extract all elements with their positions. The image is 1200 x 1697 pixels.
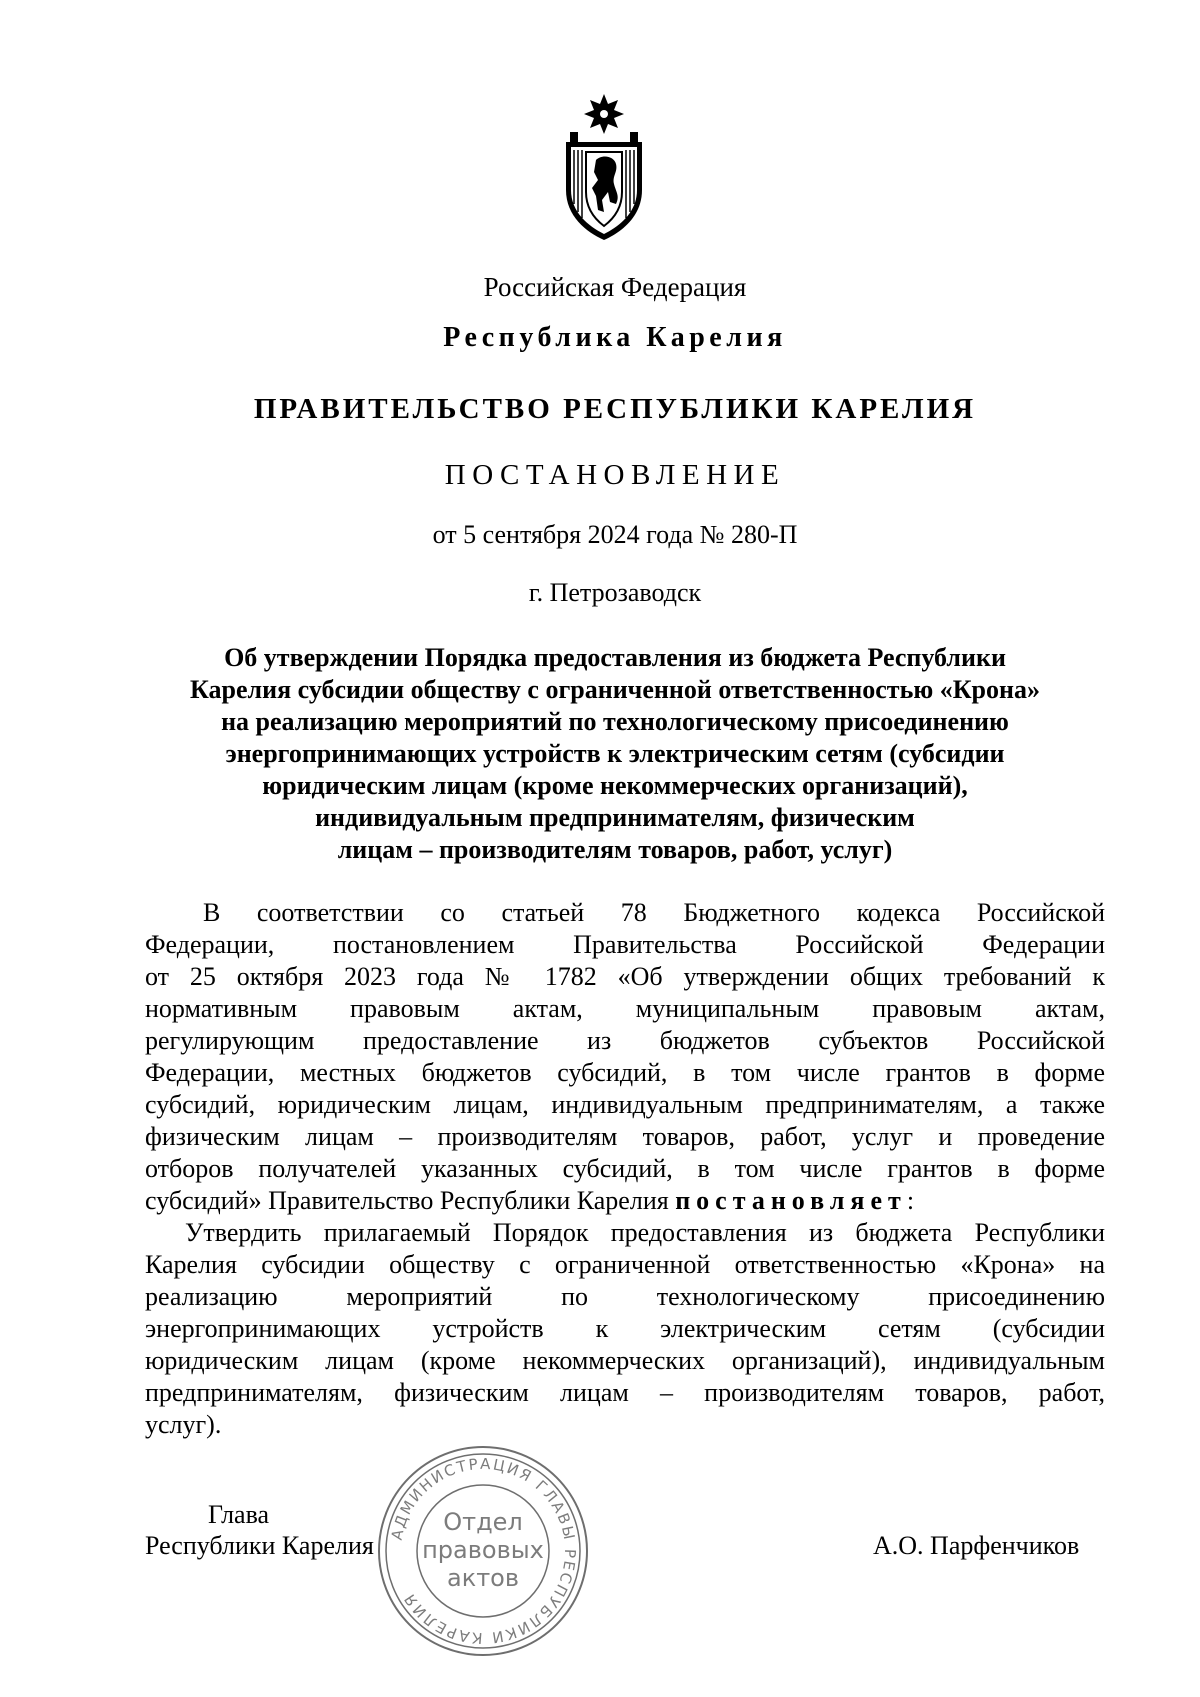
body-line: отборов получателей указанных субсидий, в том числе грантов в форме — [145, 1154, 1105, 1183]
resolve-suffix: : — [906, 1186, 915, 1215]
title-line: индивидуальным предпринимателям, физическим — [315, 803, 915, 832]
official-stamp — [374, 1442, 592, 1660]
stamp-line: правовых — [422, 1536, 544, 1564]
body-line: энергопринимающих устройств к электрическим сетям (субсидии — [145, 1314, 1105, 1343]
document-city: г. Петрозаводск — [528, 578, 702, 607]
stamp-line: актов — [446, 1564, 520, 1592]
body-line: Утвердить прилагаемый Порядок предоставления из бюджета Республики — [185, 1218, 1105, 1247]
signatory-name: А.О. Парфенчиков — [873, 1531, 1080, 1560]
title-line: лицам – производителям товаров, работ, услуг) — [337, 835, 893, 864]
body-line: юридическим лицам (кроме некоммерческих организаций), индивидуальным — [145, 1346, 1105, 1375]
body-line: В соответствии со статьей 78 Бюджетного кодекса Российской — [203, 898, 1105, 927]
republic-name: Республика Карелия — [443, 322, 787, 353]
body-line: предпринимателям, физическим лицам – производителям товаров, работ, — [145, 1378, 1105, 1407]
body-line: физическим лицам – производителям товаров, работ, услуг и проведение — [145, 1122, 1105, 1151]
body-line-resolve — [145, 1185, 1105, 1217]
title-line: Карелия субсидии обществу с ограниченной ответственностью «Крона» — [190, 675, 1040, 704]
signature-title: Глава — [208, 1500, 270, 1529]
body-line: регулирующим предоставление из бюджетов субъектов Российской — [145, 1026, 1105, 1055]
signature-organization: Республики Карелия — [145, 1531, 374, 1560]
body-line: Карелия субсидии обществу с ограниченной ответственностью «Крона» на — [145, 1250, 1105, 1279]
document-title — [120, 642, 1110, 866]
document-body — [145, 897, 1105, 1441]
body-line: от 25 октября 2023 года № 1782 «Об утверждении общих требований к — [145, 962, 1105, 991]
title-line: Об утверждении Порядка предоставления из бюджета Республики — [224, 643, 1006, 672]
body-line: услуг). — [145, 1410, 222, 1439]
body-line: Федерации, постановлением Правительства Российской Федерации — [145, 930, 1105, 959]
title-line: юридическим лицам (кроме некоммерческих организаций), — [262, 771, 968, 800]
title-line: на реализацию мероприятий по технологическому присоединению — [221, 707, 1009, 736]
body-line: субсидий, юридическим лицам, индивидуальным предпринимателям, а также — [145, 1090, 1105, 1119]
coat-of-arms-emblem — [560, 92, 648, 242]
country-name: Российская Федерация — [483, 272, 747, 302]
document-type: ПОСТАНОВЛЕНИЕ — [444, 459, 786, 491]
resolve-prefix: субсидий» Правительство Республики Карелия — [145, 1186, 676, 1215]
title-line: энергопринимающих устройств к электрическим сетям (субсидии — [225, 739, 1005, 768]
government-name: ПРАВИТЕЛЬСТВО РЕСПУБЛИКИ КАРЕЛИЯ — [253, 393, 977, 425]
body-line: реализацию мероприятий по технологическому присоединению — [145, 1282, 1105, 1311]
document-date-number: от 5 сентября 2024 года № 280-П — [432, 520, 798, 549]
body-line: нормативным правовым актам, муниципальным правовым актам, — [145, 994, 1105, 1023]
stamp-ring-text: АДМИНИСТРАЦИЯ ГЛАВЫ РЕСПУБЛИКИ КАРЕЛИЯ — [387, 1454, 580, 1648]
stamp-line: Отдел — [443, 1508, 523, 1536]
body-line: Федерации, местных бюджетов субсидий, в том числе грантов в форме — [145, 1058, 1105, 1087]
resolve-word: постановляет — [675, 1186, 907, 1215]
